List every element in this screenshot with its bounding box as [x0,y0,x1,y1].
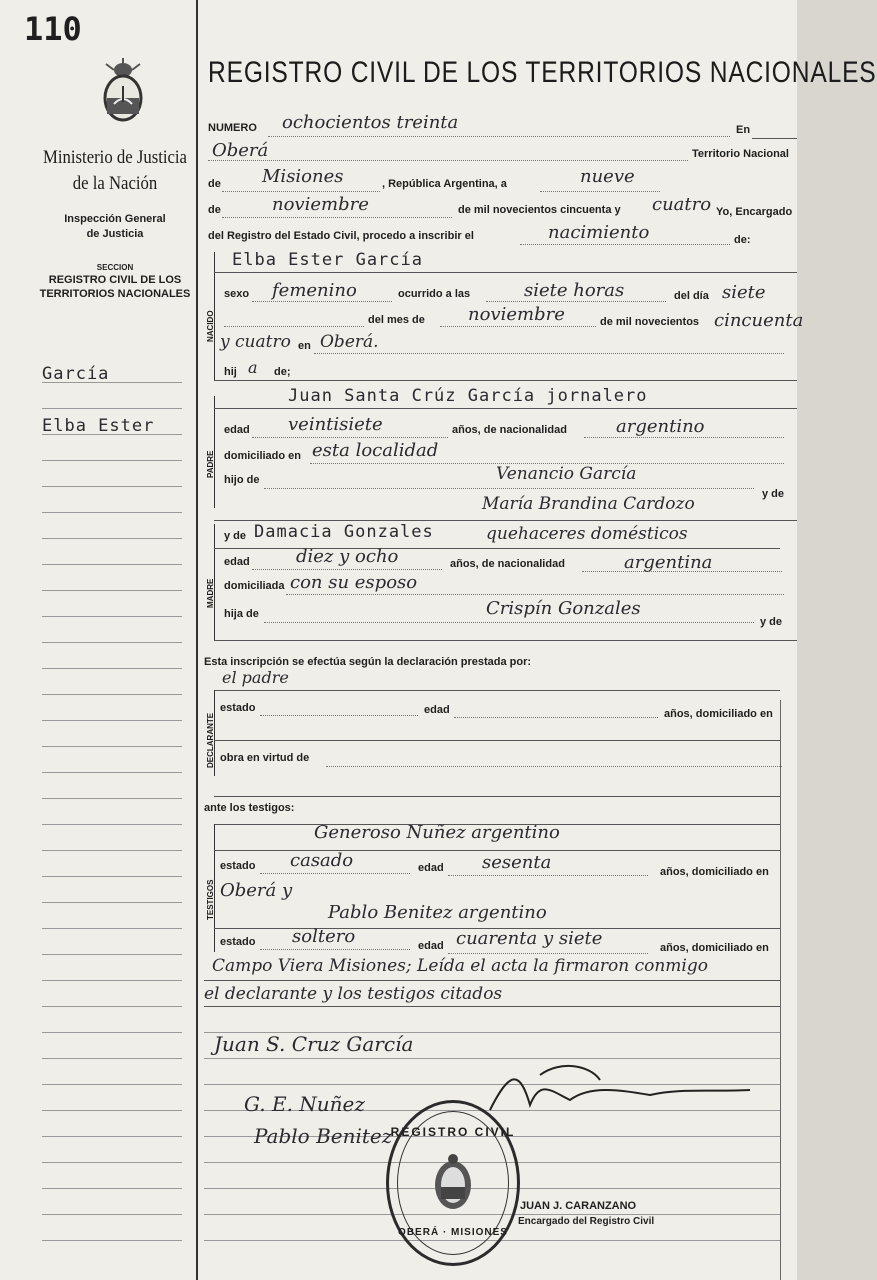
signature-declarant: Juan S. Cruz García [214,1032,414,1056]
padre-mother-value: María Brandina Cardozo [482,494,695,514]
coat-of-arms-icon [100,60,146,128]
nacido-year-value: cincuenta [714,310,804,331]
section-line-2: REGISTRO CIVIL DE LOS [48,274,182,286]
closing-line-1: Campo Viera Misiones; Leída el acta la firmaron conmigo [212,956,708,976]
padre-domicilio-label: domiciliado en [224,450,302,462]
padre-nacionalidad-value: argentino [616,416,705,437]
madre-nacionalidad-label: años, de nacionalidad [450,558,565,570]
mil-label: de mil novecientos [600,316,700,328]
madre-nacionalidad-value: argentina [624,552,713,573]
signature-witness-2: Pablo Benitez [254,1124,393,1148]
madre-yde-label: y de [224,530,247,542]
inspection-line-1: Inspección General [64,213,166,225]
w2-edad-label: edad [418,940,444,952]
nacido-place-value: Oberá. [320,332,379,352]
stamp-top-text: REGISTRO CIVIL [390,1125,516,1139]
encargado-label: Yo, Encargado [716,206,793,218]
register-title: REGISTRO CIVIL DE LOS TERRITORIOS NACIONALES [208,56,877,89]
w1-edad-label: edad [418,862,444,874]
time-value: siete horas [524,280,625,301]
declarante-value: el padre [222,668,289,687]
registro-label: del Registro del Estado Civil, procedo a inscribir el [208,230,474,242]
nacido-en-label: en [298,340,311,352]
w1-anos-label: años, domiciliado en [660,866,769,878]
hij-de-label: de; [274,366,291,378]
w1-dom-value: Oberá y [220,880,293,901]
padre-domicilio-value: esta localidad [312,440,439,461]
act-value: nacimiento [548,222,650,243]
de-label: de [208,178,221,190]
dia-value: siete [722,282,766,303]
dia-label: del día [674,290,709,302]
de2-label: de [208,204,221,216]
declarante-intro: Esta inscripción se efectúa según la declaración prestada por: [204,656,532,668]
declarante-anos-label: años, domiciliado en [664,708,773,720]
padre-father-value: Venancio García [496,464,637,484]
section-line-3: TERRITORIOS NACIONALES [39,288,191,300]
mother-name: Damacia Gonzales [254,522,434,542]
declarante-label: DECLARANTE [206,712,215,768]
declarante-estado-label: estado [220,702,256,714]
padre-edad-value: veintisiete [288,414,383,435]
padre-label: PADRE [206,450,215,478]
official-title: Encargado del Registro Civil [518,1216,655,1227]
declarante-edad-label: edad [424,704,450,716]
madre-parent-value: Crispín Gonzales [486,598,641,619]
closing-line-2: el declarante y los testigos citados [204,984,503,1004]
margin-given-names: Elba Ester [42,416,155,436]
ministry-line-1: Ministerio de Justicia [43,147,187,168]
father-name: Juan Santa Crúz García jornalero [288,386,648,406]
republica-label: , República Argentina, a [382,178,507,190]
official-signature-icon [480,1060,760,1130]
ministry-block [30,145,200,197]
declarante-obra-label: obra en virtud de [220,752,310,764]
place-value: Oberá [212,140,269,161]
witness1-value: Generoso Nuñez argentino [314,822,560,843]
hij-value: a [248,358,258,377]
page-number: 110 [24,10,82,48]
sexo-value: femenino [272,280,357,301]
section-block [30,262,200,301]
year-label: de mil novecientos cincuenta y [458,204,621,216]
padre-hijo-label: hijo de [224,474,260,486]
w2-estado-label: estado [220,936,256,948]
signature-witness-1: G. E. Nuñez [244,1092,365,1116]
en-label: En [736,124,751,136]
witness2-value: Pablo Benitez argentino [328,902,547,923]
madre-domicilio-value: con su esposo [290,572,418,593]
stamp-bottom-text: OBERÁ · MISIONES [398,1227,508,1238]
day-value: nueve [580,166,635,187]
numero-label: NUMERO [208,122,257,134]
child-name: Elba Ester García [232,250,423,270]
de3-label: de: [734,234,751,246]
w2-edad-value: cuarenta y siete [456,928,603,949]
nacido-label: NACIDO [206,310,215,342]
mes-value: noviembre [468,304,565,325]
stamp-emblem-icon [429,1153,477,1213]
nacido-year-value-2: y cuatro [220,332,291,352]
ministry-line-2: de la Nación [72,173,158,194]
mes-label: del mes de [368,314,425,326]
madre-label: MADRE [206,578,215,608]
padre-nacionalidad-label: años, de nacionalidad [452,424,567,436]
madre-edad-value: diez y ocho [296,546,399,567]
testigos-label: TESTIGOS [206,879,215,920]
mother-occupation: quehaceres domésticos [486,524,688,544]
hij-label: hij [224,366,237,378]
month-value: noviembre [272,194,369,215]
madre-hija-label: hija de [224,608,259,620]
territorio-label: Territorio Nacional [692,148,789,160]
year-value: cuatro [652,194,712,215]
ocurrido-label: ocurrido a las [398,288,471,300]
madre-domicilio-label: domiciliada [224,580,285,592]
w1-estado-value: casado [290,850,354,871]
sexo-label: sexo [224,288,250,300]
w2-estado-value: soltero [292,926,356,947]
registry-stamp [386,1100,520,1266]
inspection-block [30,212,200,242]
territory-value: Misiones [262,166,344,187]
official-name: JUAN J. CARANZANO [520,1200,637,1212]
madre-yde2-label: y de [760,616,783,628]
w1-edad-value: sesenta [482,852,552,873]
testigos-intro: ante los testigos: [204,802,295,814]
numero-value: ochocientos treinta [282,112,459,133]
inspection-line-2: de Justicia [86,228,144,240]
section-line-1: SECCION [96,263,134,272]
padre-yde-label: y de [762,488,785,500]
padre-edad-label: edad [224,424,250,436]
w2-anos-label: años, domiciliado en [660,942,769,954]
madre-edad-label: edad [224,556,250,568]
w1-estado-label: estado [220,860,256,872]
margin-surname: García [42,364,110,384]
